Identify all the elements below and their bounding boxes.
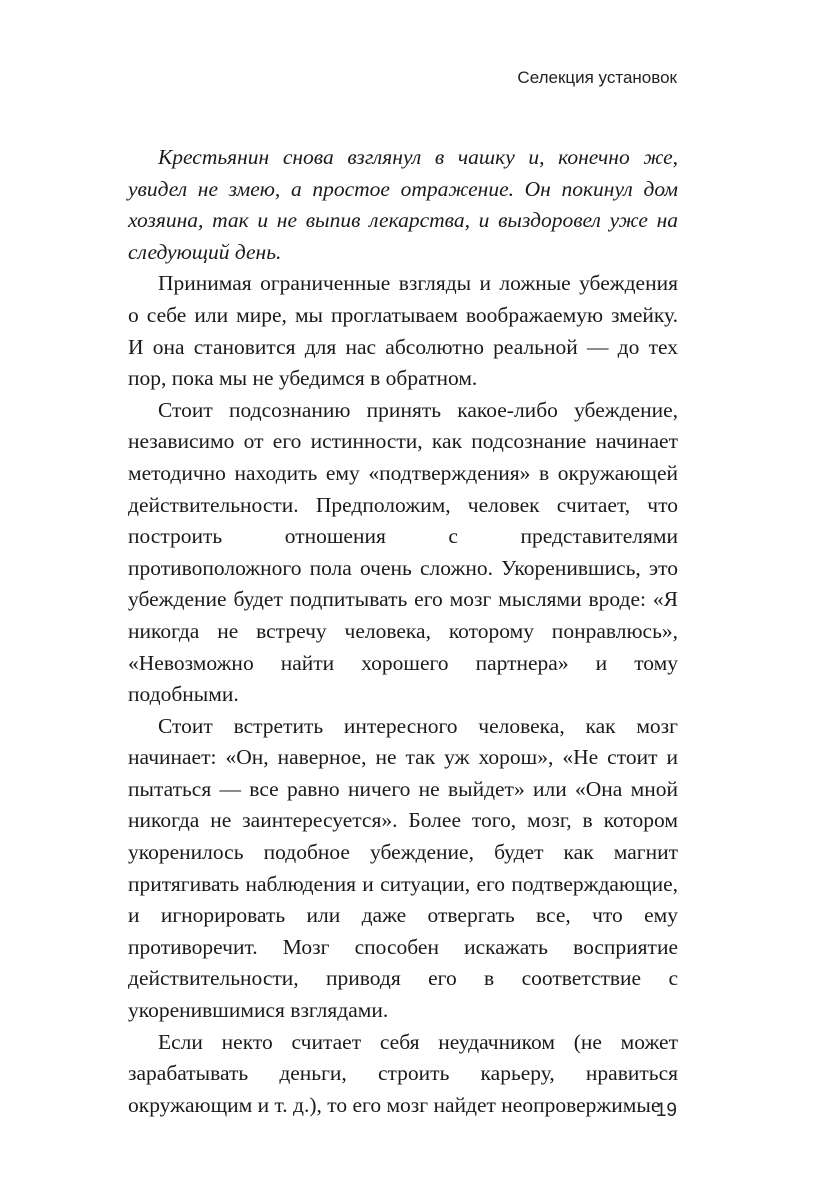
paragraph: Если некто считает себя неудачником (не может зарабатывать деньги, строить карьеру, нравиться окружающим и т. д.), то его мозг найдет неопровержимые bbox=[128, 1029, 678, 1117]
running-header: Селекция установок bbox=[517, 68, 677, 87]
paragraph: Принимая ограниченные взгляды и ложные убеждения о себе или мире, мы проглатываем воображаемую змейку. И она становится для нас абсолютно реальной — до тех пор, пока мы не убедимся в обратном. bbox=[128, 271, 678, 391]
paragraph: Стоит подсознанию принять какое-либо убеждение, независимо от его истинности, как подсознание начинает методично находить ему «подтверждения» в окружающей действительности. Предположим, человек считает, что построить отношения с представителями противоположного пола очень сложно. Укоренившись, это убеждение будет подпитывать его мозг мыслями вроде: «Я никогда не встречу человека, которому понравлюсь», «Невозможно найти хорошего партнера» и тому подобными. bbox=[128, 397, 678, 707]
page-number: 19 bbox=[655, 1100, 677, 1121]
paragraph-italic: Крестьянин снова взглянул в чашку и, конечно же, увидел не змею, а простое отражение. Он покинул дом хозяина, так и не выпив лекарства, и выздоровел уже на следующий день. bbox=[128, 145, 678, 264]
body-text bbox=[128, 142, 678, 1121]
paragraph: Стоит встретить интересного человека, как мозг начинает: «Он, наверное, не так уж хорош», «Не стоит и пытаться — все равно ничего не выйдет» или «Она мной никогда не заинтересуется». Более того, мозг, в котором укоренилось подобное убеждение, будет как магнит притягивать наблюдения и ситуации, его подтверждающие, и игнорировать или даже отвергать все, что ему противоречит. Мозг способен искажать восприятие действительности, приводя его в соответствие с укоренившимися взглядами. bbox=[128, 713, 678, 1023]
